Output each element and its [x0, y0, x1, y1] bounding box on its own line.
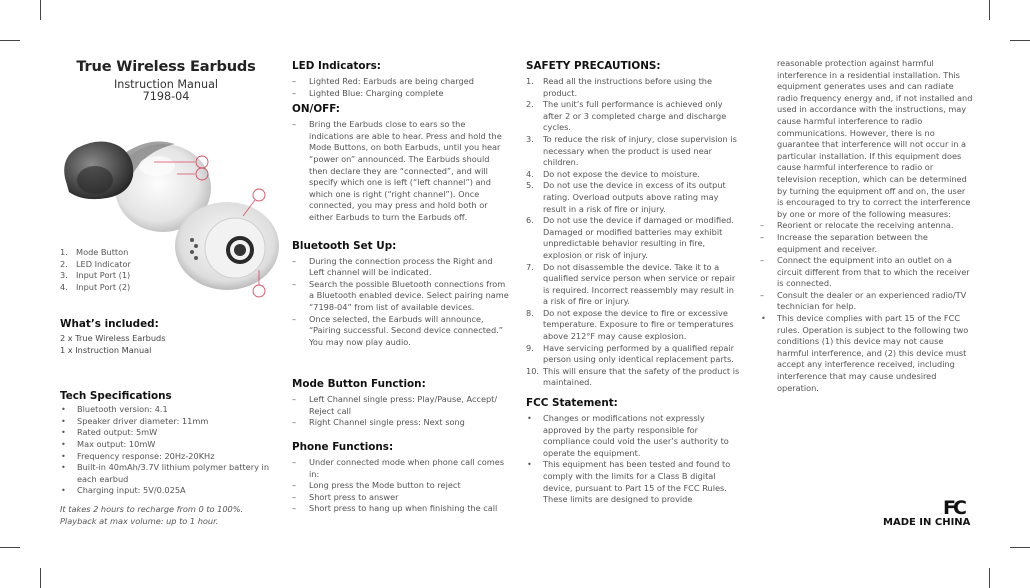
list-item: 8. Do not expose the device to fire or excessive temperature. Exposure to fire or temperatures above 212°F may cause explosion.: [526, 307, 734, 342]
callout-circle-port-1: [253, 189, 265, 201]
crop-mark: [1010, 547, 1030, 548]
crop-mark: [989, 568, 990, 588]
crop-mark: [40, 568, 41, 588]
list-item: – Connect the equipment into an outlet on a circuit different from that to which the receiver is connected.: [760, 255, 974, 290]
list-item: – Lighted Blue: Charging complete: [292, 88, 510, 100]
list-item: 1. Mode Button: [60, 247, 129, 257]
list-item: 6. Do not use the device if damaged or modified. Damaged or modified batteries may exhibit unpredictable behavior resulting in fire, explosion or risk of injury.: [526, 215, 734, 260]
list-item: • Built-in 40mAh/3.7V lithium polymer battery in each earbud: [60, 462, 272, 485]
crop-mark: [989, 0, 990, 20]
list-item: • This device complies with part 15 of the FCC rules. Operation is subject to the following two conditions (1) this device may not cause harmful interference, and (2) this device must accept any interference received, including interference that may cause undesired operation.: [760, 313, 974, 394]
onoff-heading: ON/OFF:: [292, 103, 340, 116]
list-item: • Bluetooth version: 4.1: [60, 404, 272, 416]
safety-heading: SAFETY PRECAUTIONS:: [526, 60, 661, 72]
title-block: [66, 58, 266, 103]
fcc-list: [526, 413, 740, 506]
list-item: 2. LED Indicator: [60, 258, 131, 269]
phone-list: [292, 457, 510, 515]
included-line: 1 x Instruction Manual: [60, 344, 152, 355]
fcc-continued-paragraph: reasonable protection against harmful interference in a residential installation. This equipment generates uses and can radiate radio frequency energy and, if not installed and used in accordance with the instructions, may cause harmful interference to radio communications. However, there is no guarantee that interference will not occur in a particular installation. If this equipment does cause harmful interference to radio or television reception, which can be determined by turning the equipment off and on, the user is encouraged to try to correct the interference by one or more of the following measures:: [777, 58, 973, 219]
bluetooth-list: [292, 256, 510, 349]
list-item: – Once selected, the Earbuds will announce, “Pairing successful. Second device connected.” You may now play audio.: [292, 314, 510, 349]
phone-heading: Phone Functions:: [292, 441, 394, 454]
included-line: 2 x True Wireless Earbuds: [60, 333, 166, 343]
list-item: 4. Do not expose the device to moisture.: [526, 168, 700, 179]
list-item: 3. To reduce the risk of injury, close supervision is necessary when the product is used near children.: [526, 133, 737, 168]
list-item: – Long press the Mode button to reject: [292, 480, 510, 492]
tech-heading: Tech Specifications: [60, 390, 172, 403]
safety-list: [526, 76, 740, 389]
list-item: • Rated output: 5mW: [60, 427, 272, 439]
list-item: • Max output: 10mW: [60, 439, 272, 451]
fcc-compliance-list: [760, 313, 974, 394]
list-item: – Bring the Earbuds close to ears so the indications are able to hear. Press and hold the Mode Buttons, on both Earbuds, until you hear “power on” announced. The Earbuds should then declare they are “connected”, and will specify which one is left (“left channel”) and which one is right (“right channel”). Once connected, you may press and hold both or either Earbuds to turn the Earbuds off.: [292, 119, 510, 223]
list-item: – Under connected mode when phone call comes in:: [292, 457, 510, 480]
list-item: 4. Input Port (2): [60, 281, 131, 292]
crop-mark: [0, 40, 20, 41]
charge-note: It takes 2 hours to recharge from 0 to 100%. Playback at max volume: up to 1 hour.: [60, 503, 244, 527]
mode-heading: Mode Button Function:: [292, 378, 426, 391]
column-2: [292, 60, 510, 515]
column-1: [60, 318, 272, 528]
list-item: – Short press to answer: [292, 492, 510, 504]
crop-mark: [0, 547, 20, 548]
list-item: 3. Input Port (1): [60, 270, 131, 281]
column-3: [526, 60, 740, 506]
list-item: • Charging input: 5V/0.025A: [60, 485, 272, 497]
list-item: – Lighted Red: Earbuds are being charged: [292, 76, 510, 88]
list-item: • Frequency response: 20Hz-20KHz: [60, 451, 272, 463]
list-item: – Reorient or relocate the receiving antenna.: [760, 220, 974, 232]
parts-list: [60, 247, 131, 293]
tech-list: [60, 404, 272, 497]
fcc-heading: FCC Statement:: [526, 397, 618, 410]
list-item: 5. Do not use the device in excess of its output rating. Overload outputs above rating may result in a risk of fire or injury.: [526, 180, 726, 214]
crop-mark: [1010, 40, 1030, 41]
product-title: True Wireless Earbuds: [76, 58, 256, 75]
made-in-label: MADE IN CHINA: [883, 517, 971, 528]
led-heading: LED Indicators:: [292, 60, 381, 72]
model-number: 7198-04: [142, 90, 190, 103]
list-item: 9. Have servicing performed by a qualified repair person using only identical replacement parts.: [526, 342, 735, 365]
list-item: – Increase the separation between the equipment and receiver.: [760, 232, 974, 255]
led-list: [292, 76, 510, 99]
mode-list: [292, 394, 510, 429]
onoff-list: [292, 119, 510, 223]
list-item: – During the connection process the Right and Left channel will be indicated.: [292, 256, 510, 279]
included-heading: What’s included:: [60, 318, 159, 330]
list-item: • Speaker driver diameter: 11mm: [60, 416, 272, 428]
fcc-measures-list: [760, 220, 974, 313]
list-item: – Search the possible Bluetooth connections from a Bluetooth enabled device. Select pairing name “7198-04” from list of available devices.: [292, 279, 510, 314]
list-item: 10. This will ensure that the safety of the product is maintained.: [526, 365, 740, 388]
list-item: • Changes or modifications not expressly approved by the party responsible for compliance could void the user’s authority to operate the equipment.: [526, 413, 740, 459]
list-item: 1. Read all the instructions before using the product.: [526, 76, 713, 98]
bluetooth-heading: Bluetooth Set Up:: [292, 239, 397, 252]
crop-mark: [40, 0, 41, 20]
list-item: – Consult the dealer or an experienced radio/TV technician for help.: [760, 290, 974, 313]
list-item: 7. Do not disassemble the device. Take it to a qualified service person when service or repair is required. Incorrect reassembly may result in a risk of fire or injury.: [526, 261, 736, 307]
list-item: – Left Channel single press: Play/Pause, Accept/ Reject call: [292, 394, 510, 417]
manual-subtitle: Instruction Manual: [113, 78, 219, 91]
list-item: • This equipment has been tested and found to comply with the limits for a Class B digital device, pursuant to Part 15 of the FCC Rules. These limits are designed to provide: [526, 459, 740, 505]
list-item: 2. The unit’s full performance is achieved only after 2 or 3 completed charge and discharge cycles.: [526, 99, 727, 133]
callout-circle-port-2: [253, 285, 265, 297]
list-item: – Short press to hang up when finishing the call: [292, 503, 510, 515]
earbud-front-view: [175, 202, 279, 290]
fcc-logo-icon: FC: [943, 497, 964, 519]
column-4: [760, 58, 974, 394]
list-item: – Right Channel single press: Next song: [292, 417, 510, 429]
